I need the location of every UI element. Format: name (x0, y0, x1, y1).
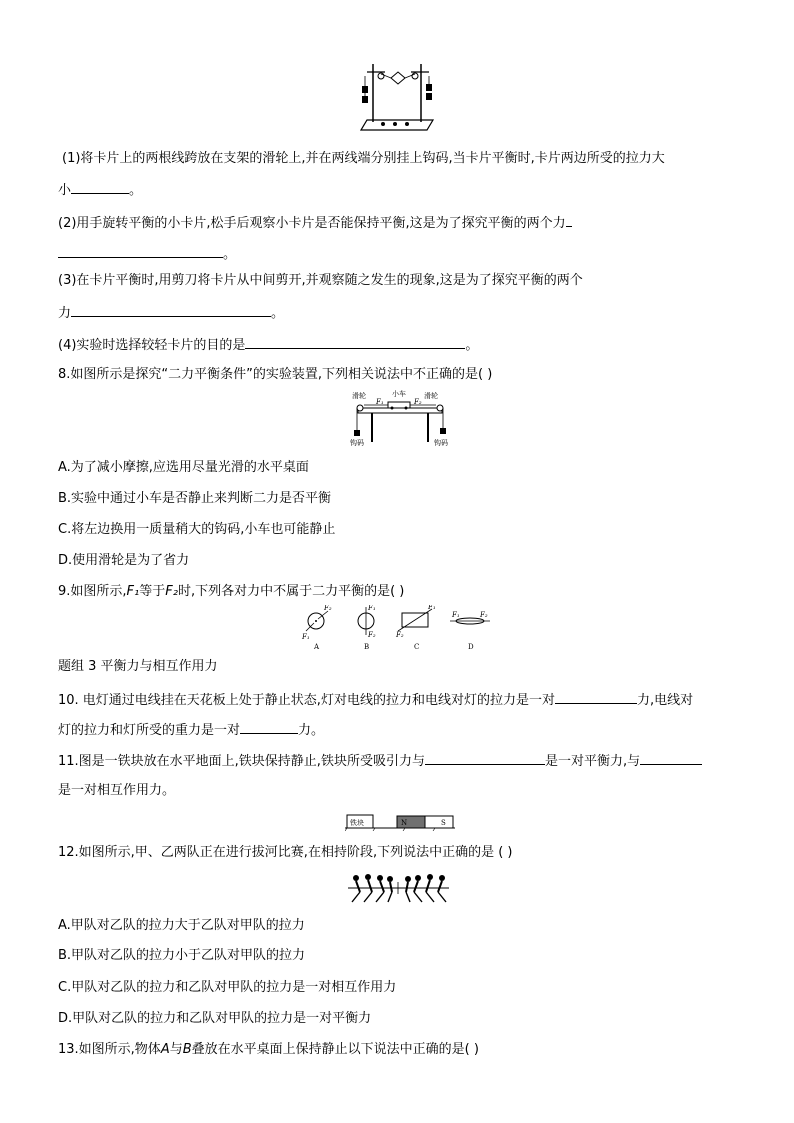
svg-text:F₂: F₂ (324, 605, 332, 612)
q12-option-d: D.甲队对乙队的拉力和乙队对甲队的拉力是一对平衡力 (58, 1011, 372, 1026)
card-apparatus-figure (355, 58, 440, 138)
q11-line2: 是一对相互作用力。 (58, 783, 176, 798)
tug-of-war-figure (346, 870, 451, 906)
option-b-label: B (364, 643, 370, 650)
q7-answer-blank-3[interactable] (71, 303, 271, 317)
q8-option-b: B.实验中通过小车是否静止来判断二力是否平衡 (58, 491, 332, 506)
q8-option-c: C.将左边换用一质量稍大的钩码,小车也可能静止 (58, 522, 336, 537)
q12-option-b: B.甲队对乙队的拉力小于乙队对甲队的拉力 (58, 948, 306, 963)
q7-part1-line1: (1)将卡片上的两根线跨放在支架的滑轮上,并在两线端分别挂上钩码,当卡片平衡时,卡片两边所受的拉力大 (62, 151, 665, 166)
pulley-right-label: 滑轮 (424, 392, 438, 400)
q11-answer-blank-2[interactable] (640, 751, 702, 765)
q8-stem: 8.如图所示是探究“二力平衡条件”的实验装置,下列相关说法中不正确的是( ) (58, 367, 493, 382)
q7-part4: (4)实验时选择较轻卡片的目的是 。 (58, 335, 478, 355)
q10-line1: 10. 电灯通过电线挂在天花板上处于静止状态,灯对电线的拉力和电线对灯的拉力是一对 力,电线对 (58, 690, 693, 710)
q13-stem: 13.如图所示,物体A与B叠放在水平桌面上保持静止以下说法中正确的是( ) (58, 1042, 479, 1057)
option-d-label: D (468, 643, 474, 650)
q7-answer-blank-4[interactable] (245, 335, 465, 349)
f2-label: F₂ (414, 398, 422, 406)
q10-line2: 灯的拉力和灯所受的重力是一对 力。 (58, 720, 324, 740)
q7-answer-blank-2[interactable] (58, 244, 223, 258)
q10-answer-blank-2[interactable] (240, 720, 298, 734)
q7-part3-line2: 力 。 (58, 303, 284, 323)
option-c-label: C (414, 643, 420, 650)
weight-left-label: 钩码 (350, 439, 364, 447)
q12-stem: 12.如图所示,甲、乙两队正在进行拔河比赛,在相持阶段,下列说法中正确的是 ( ) (58, 845, 513, 860)
force-pairs-figure (298, 605, 498, 650)
svg-text:F₂: F₂ (368, 631, 376, 639)
magnet-south-label: S (441, 819, 446, 827)
q7-part2-line1: (2)用手旋转平衡的小卡片,松手后观察小卡片是否能保持平衡,这是为了探究平衡的两个力 (58, 213, 572, 233)
q8-option-d: D.使用滑轮是为了省力 (58, 553, 190, 568)
q10-answer-blank-1[interactable] (555, 690, 637, 704)
svg-text:F₁: F₁ (368, 605, 376, 612)
option-a-label: A (314, 643, 320, 650)
svg-text:F₁: F₁ (428, 605, 436, 611)
f1-label: F₁ (376, 398, 384, 406)
iron-block-magnet-figure (345, 813, 455, 831)
svg-text:F₁: F₁ (302, 633, 310, 641)
cart-label: 小车 (392, 390, 406, 398)
weight-right-label: 钩码 (434, 439, 448, 447)
q11-line1: 11.图是一铁块放在水平地面上,铁块保持静止,铁块所受吸引力与 是一对平衡力,与 (58, 751, 702, 771)
q7-part3-line1: (3)在卡片平衡时,用剪刀将卡片从中间剪开,并观察随之发生的现象,这是为了探究平衡的两个 (58, 273, 583, 288)
cart-pulley-figure (350, 390, 450, 450)
pulley-left-label: 滑轮 (352, 392, 366, 400)
q12-option-a: A.甲队对乙队的拉力大于乙队对甲队的拉力 (58, 918, 305, 933)
q11-answer-blank-1[interactable] (425, 751, 545, 765)
q7-part1-line2: 小 。 (58, 180, 142, 200)
q7-answer-blank-1[interactable] (71, 180, 129, 194)
svg-text:F₂: F₂ (396, 631, 404, 639)
group-3-heading: 题组 3 平衡力与相互作用力 (58, 659, 218, 674)
magnet-north-label: N (401, 819, 408, 827)
q8-option-a: A.为了减小摩擦,应选用尽量光滑的水平桌面 (58, 460, 309, 475)
q7-part2-line2: 。 (58, 244, 236, 264)
svg-text:F₂: F₂ (480, 611, 488, 619)
svg-text:F₁: F₁ (452, 611, 460, 619)
iron-block-label: 铁块 (350, 819, 364, 827)
q9-stem: 9.如图所示,F₁等于F₂时,下列各对力中不属于二力平衡的是( ) (58, 584, 405, 599)
q12-option-c: C.甲队对乙队的拉力和乙队对甲队的拉力是一对相互作用力 (58, 980, 397, 995)
